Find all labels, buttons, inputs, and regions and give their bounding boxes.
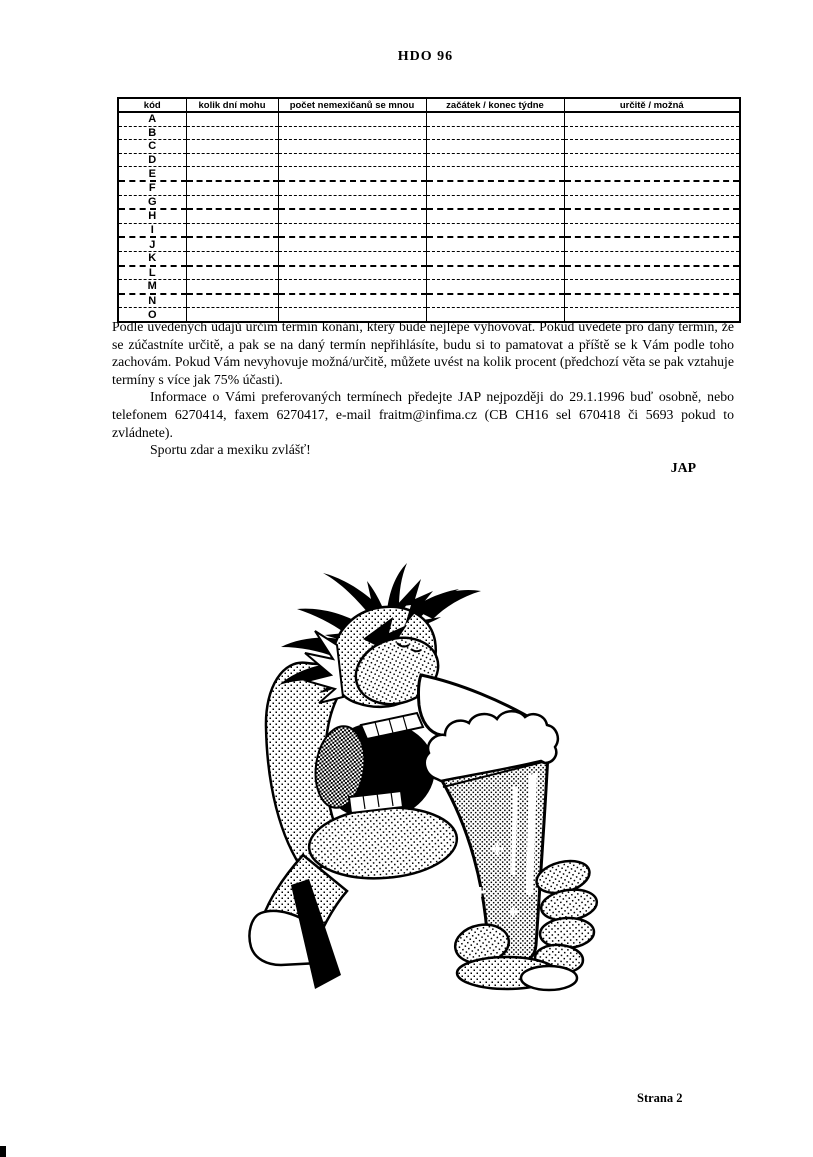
- table-cell: [278, 251, 426, 265]
- table-cell: [186, 280, 278, 294]
- table-cell: [426, 209, 564, 223]
- table-cell: [426, 223, 564, 237]
- paragraph-3: Sportu zdar a mexiku zvlášť!: [150, 442, 311, 458]
- table-cell: [278, 280, 426, 294]
- table-cell: [278, 266, 426, 280]
- row-code: D: [118, 153, 186, 167]
- col-header-zacatek: začátek / konec týdne: [426, 98, 564, 112]
- table-cell: [278, 294, 426, 308]
- table-header-row: [118, 98, 740, 112]
- table-row: [118, 181, 740, 195]
- table-cell: [564, 181, 740, 195]
- col-header-kolik-dni: kolik dní mohu: [186, 98, 278, 112]
- row-code: A: [118, 112, 186, 126]
- table-cell: [278, 181, 426, 195]
- table-cell: [426, 167, 564, 181]
- table-row: [118, 251, 740, 265]
- row-code: I: [118, 223, 186, 237]
- table-cell: [564, 223, 740, 237]
- row-code: O: [147, 308, 157, 321]
- table-cell: [564, 126, 740, 140]
- table-cell: [426, 112, 564, 126]
- table-cell: [564, 280, 740, 294]
- table-cell: [564, 209, 740, 223]
- table-cell: [564, 167, 740, 181]
- table-cell: [426, 195, 564, 209]
- table-cell: [186, 126, 278, 140]
- signature: JAP: [670, 459, 696, 475]
- table-cell: [564, 266, 740, 280]
- col-header-pocet: počet nemexičanů se mnou: [278, 98, 426, 112]
- table-cell: [426, 266, 564, 280]
- table-cell: [426, 140, 564, 154]
- row-code: N: [118, 294, 186, 308]
- table-row: [118, 126, 740, 140]
- table-cell: [564, 237, 740, 251]
- table-row: [118, 223, 740, 237]
- table-cell: [278, 223, 426, 237]
- table-row: [118, 294, 740, 308]
- table-cell: [426, 251, 564, 265]
- page-title: HDO 96: [397, 49, 454, 64]
- table-row: [118, 266, 740, 280]
- row-code: B: [118, 126, 186, 140]
- row-code: K: [118, 251, 186, 265]
- table-row: [118, 167, 740, 181]
- table-cell: [564, 195, 740, 209]
- table-cell: [278, 209, 426, 223]
- table-cell: [278, 167, 426, 181]
- row-code: C: [118, 140, 186, 154]
- beer-drinker-cartoon-illustration: [245, 555, 610, 1000]
- row-code: J: [118, 237, 186, 251]
- table-cell: [186, 266, 278, 280]
- table-cell: [186, 237, 278, 251]
- row-code: H: [118, 209, 186, 223]
- table-cell: [186, 195, 278, 209]
- table-cell: [278, 126, 426, 140]
- table-cell: [426, 294, 564, 308]
- table-row: [118, 140, 740, 154]
- table-cell: [186, 251, 278, 265]
- table-cell: [564, 294, 740, 308]
- page-number: Strana 2: [637, 1091, 683, 1105]
- table-cell: [186, 167, 278, 181]
- body-text: [112, 318, 734, 476]
- table-cell: [186, 294, 278, 308]
- paragraph-1: Podle uvedených údajů určím termín konání, který bude nejlépe vyhovovat. Pokud uvedete pro daný termín, že se zúčastníte určitě, a pak se na daný termín nepřihlásíte, budu si to pamatovat a příště se k Vám podle toho zachovám. Pokud Vám nevyhovuje možná/určitě, můžete uvést na kolik procent (předchozí věta se pak vztahuje termíny s více jak 75% účasti).: [112, 319, 734, 387]
- table-cell: [564, 112, 740, 126]
- row-code: F: [118, 181, 186, 195]
- table-cell: [426, 181, 564, 195]
- table-row: [118, 112, 740, 126]
- table-cell: [564, 251, 740, 265]
- row-code: M: [118, 280, 186, 294]
- table-row: [118, 237, 740, 251]
- table-row: [118, 195, 740, 209]
- schedule-table: [117, 97, 741, 323]
- table-cell: [186, 223, 278, 237]
- table-cell: [426, 126, 564, 140]
- table-cell: [186, 153, 278, 167]
- row-code: E: [118, 167, 186, 181]
- table-cell: [186, 140, 278, 154]
- table-cell: [426, 237, 564, 251]
- table-cell: [278, 140, 426, 154]
- table-cell: [564, 153, 740, 167]
- table-cell: [564, 140, 740, 154]
- table-cell: [186, 112, 278, 126]
- scan-artifact: [0, 1146, 6, 1157]
- table-cell: [278, 153, 426, 167]
- table-row: [118, 280, 740, 294]
- table-cell: [278, 237, 426, 251]
- paragraph-2: Informace o Vámi preferovaných termínech předejte JAP nejpozději do 29.1.1996 buď osobně, nebo telefonem 6270414, faxem 6270417, e-mail fraitm@infima.cz (CB CH16 sel 670418 či 5693 pokud to zvládnete).: [112, 389, 734, 440]
- table-cell: [278, 112, 426, 126]
- table-cell: [426, 153, 564, 167]
- table-cell: [186, 209, 278, 223]
- table-cell: [426, 280, 564, 294]
- row-code: G: [118, 195, 186, 209]
- table-cell: [278, 195, 426, 209]
- table-row: [118, 153, 740, 167]
- row-code: L: [118, 266, 186, 280]
- col-header-urcite: určitě / možná: [564, 98, 740, 112]
- table-cell: [186, 181, 278, 195]
- col-header-kod: kód: [118, 98, 186, 112]
- table-row: [118, 209, 740, 223]
